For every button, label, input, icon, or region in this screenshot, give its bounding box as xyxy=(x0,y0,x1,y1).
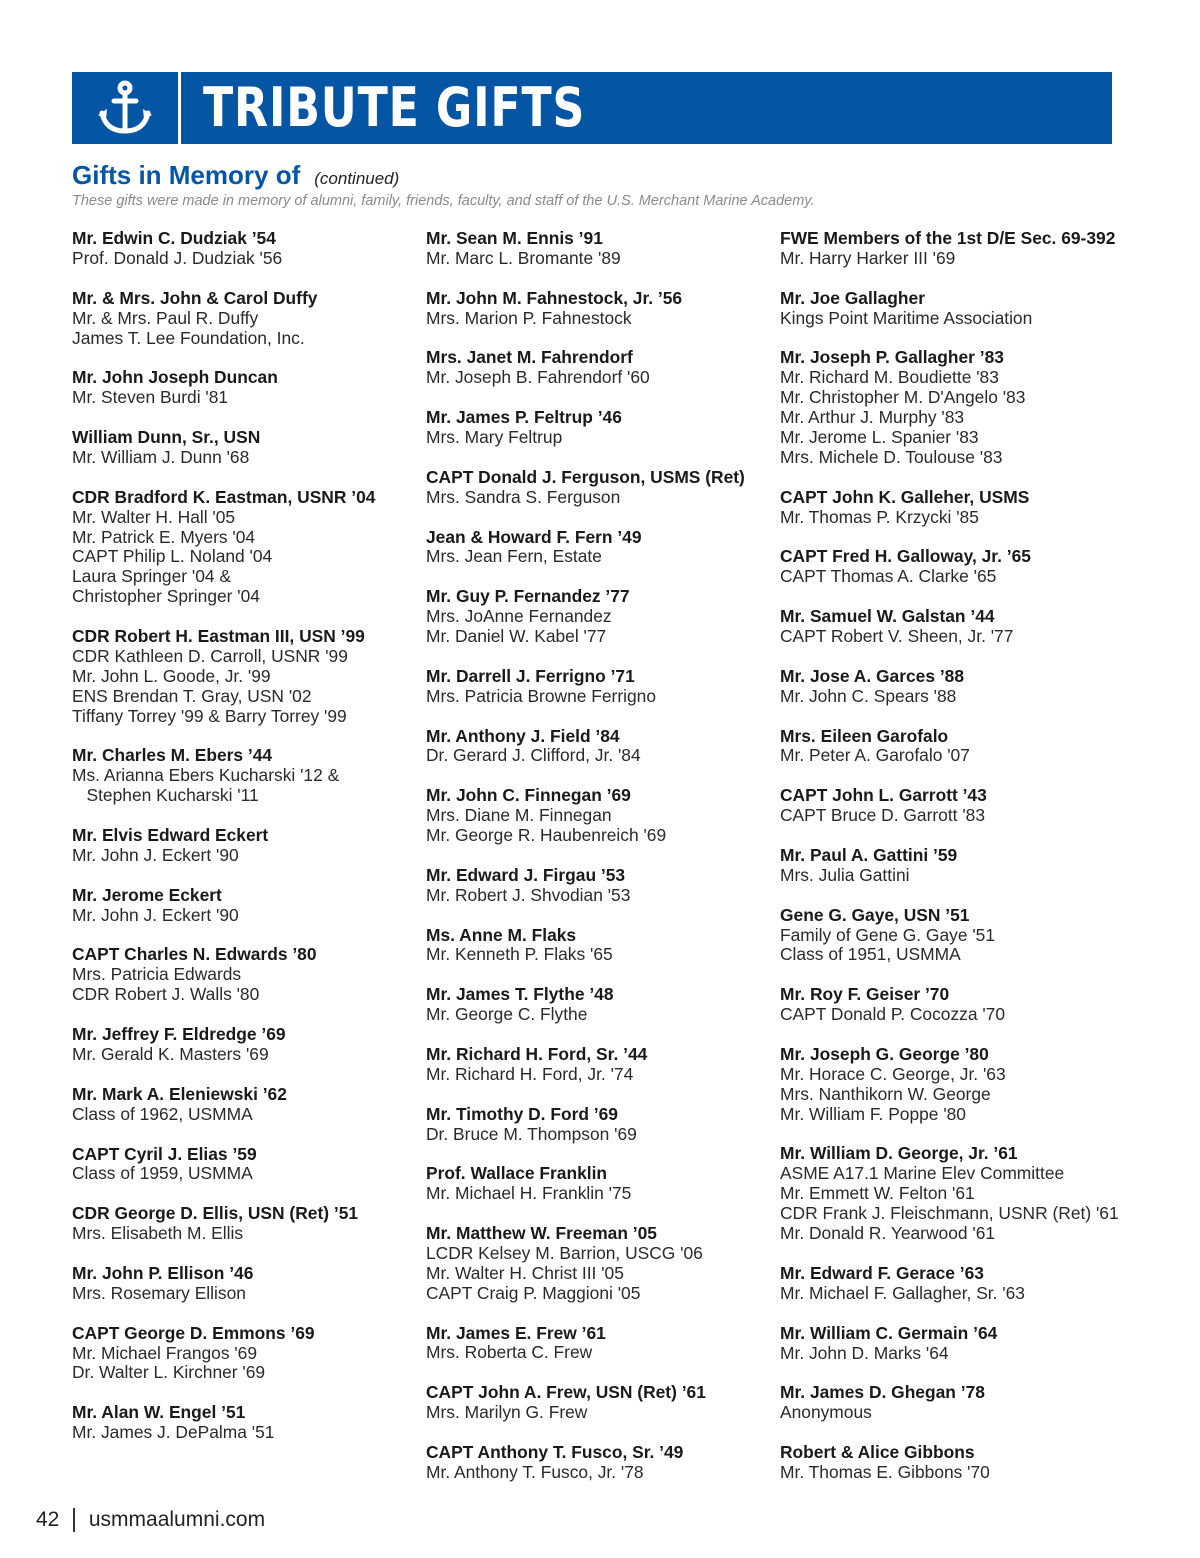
tribute-entry xyxy=(426,926,771,966)
tribute-entry xyxy=(72,1403,417,1443)
honoree-name: William Dunn, Sr., USN xyxy=(72,427,261,448)
tribute-entry xyxy=(780,985,1125,1025)
donor-name: Mr. Joseph B. Fahrendorf '60 xyxy=(426,367,650,388)
honoree-name: Mr. Elvis Edward Eckert xyxy=(72,825,269,846)
honoree-name: Mr. Roy F. Geiser ’70 xyxy=(780,984,950,1005)
honoree-name: Mr. Jerome Eckert xyxy=(72,884,222,905)
honoree-name: Mr. Joseph G. George ’80 xyxy=(780,1043,989,1064)
donor-name: Mrs. Patricia Browne Ferrigno xyxy=(426,685,657,706)
donor-name: Mr. Kenneth P. Flaks '65 xyxy=(426,944,613,965)
tribute-entry xyxy=(780,1443,1125,1483)
tribute-entry xyxy=(780,547,1125,587)
donor-name: Mrs. Diane M. Finnegan xyxy=(426,805,612,826)
donor-name: Dr. Gerard J. Clifford, Jr. '84 xyxy=(426,745,641,766)
section-heading xyxy=(72,160,399,191)
tribute-entry xyxy=(426,985,771,1025)
honoree-name: Prof. Wallace Franklin xyxy=(426,1163,608,1184)
tribute-entry xyxy=(780,289,1125,329)
tribute-entry xyxy=(426,1224,771,1304)
donor-name: Mr. Donald R. Yearwood '61 xyxy=(780,1223,996,1244)
tribute-entry xyxy=(780,906,1125,966)
honoree-name: Mr. Edward J. Firgau ’53 xyxy=(426,864,626,885)
donor-name: Mr. Arthur J. Murphy '83 xyxy=(780,407,965,428)
donor-name: Mr. Gerald K. Masters '69 xyxy=(72,1044,269,1064)
honoree-name: Mr. Alan W. Engel ’51 xyxy=(72,1402,246,1423)
section-title: Gifts in Memory of xyxy=(72,160,301,190)
tribute-entry xyxy=(426,786,771,846)
tribute-entry xyxy=(72,746,417,806)
tribute-entry xyxy=(426,348,771,388)
honoree-name: Gene G. Gaye, USN ’51 xyxy=(780,904,970,925)
donor-name: Mr. Michael Frangos '69 xyxy=(72,1342,258,1363)
donor-name: Mr. William F. Poppe '80 xyxy=(780,1103,966,1124)
donor-name: Mr. Richard H. Ford, Jr. '74 xyxy=(426,1063,634,1084)
tribute-entry xyxy=(780,488,1125,528)
honoree-name: Mr. Richard H. Ford, Sr. ’44 xyxy=(426,1043,648,1064)
donor-name: Mr. Thomas E. Gibbons '70 xyxy=(780,1461,990,1482)
tribute-entry xyxy=(72,945,417,1005)
donor-name: Mrs. Elisabeth M. Ellis xyxy=(72,1223,244,1244)
anchor-icon xyxy=(72,72,178,144)
donor-name: Mr. Daniel W. Kabel '77 xyxy=(426,626,607,647)
donor-name: Mrs. Marilyn G. Frew xyxy=(426,1402,588,1423)
donor-name: Mr. & Mrs. Paul R. Duffy xyxy=(72,307,259,328)
honoree-name: Mr. James D. Ghegan ’78 xyxy=(780,1382,985,1403)
honoree-name: Mr. Joseph P. Gallagher ’83 xyxy=(780,347,1004,368)
honoree-name: CDR Robert H. Eastman III, USN ’99 xyxy=(72,626,365,647)
donor-name: Mrs. JoAnne Fernandez xyxy=(426,606,612,627)
tribute-entry xyxy=(72,826,417,866)
donor-name: Class of 1962, USMMA xyxy=(72,1103,253,1124)
donor-name: Mr. Marc L. Bromante '89 xyxy=(426,247,621,268)
honoree-name: Mr. Sean M. Ennis ’91 xyxy=(426,228,603,248)
donor-name: CDR Frank J. Fleischmann, USNR (Ret) '61 xyxy=(780,1203,1119,1224)
donor-name: Mr. George R. Haubenreich '69 xyxy=(426,825,667,846)
donor-name: Mrs. Sandra S. Ferguson xyxy=(426,486,621,507)
tribute-entry xyxy=(72,289,417,349)
honoree-name: Mr. Jose A. Garces ’88 xyxy=(780,665,964,686)
tribute-entry xyxy=(780,1324,1125,1364)
donor-name: Mrs. Michele D. Toulouse '83 xyxy=(780,446,1003,467)
tribute-entry xyxy=(72,1145,417,1185)
tribute-column-2 xyxy=(426,229,771,1503)
honoree-name: Mr. Samuel W. Galstan ’44 xyxy=(780,606,995,627)
donor-name: Dr. Walter L. Kirchner '69 xyxy=(72,1362,266,1383)
donor-name: Mrs. Patricia Edwards xyxy=(72,964,242,985)
honoree-name: Mr. Darrell J. Ferrigno ’71 xyxy=(426,665,635,686)
donor-name: CAPT Philip L. Noland '04 xyxy=(72,546,273,567)
donor-name: Ms. Arianna Ebers Kucharski '12 & xyxy=(72,765,340,786)
section-description: These gifts were made in memory of alumni, family, friends, faculty, and staff of the U.S. Merchant Marine Academy. xyxy=(72,193,815,209)
tribute-entry xyxy=(426,1383,771,1423)
tribute-entry xyxy=(426,408,771,448)
donor-name: Mrs. Jean Fern, Estate xyxy=(426,546,602,567)
honoree-name: CAPT Cyril J. Elias ’59 xyxy=(72,1143,257,1164)
donor-name: Mr. Horace C. George, Jr. '63 xyxy=(780,1063,1006,1084)
tribute-entry xyxy=(72,1025,417,1065)
tribute-column-1 xyxy=(72,229,417,1463)
tribute-entry xyxy=(780,1264,1125,1304)
donor-name: Mr. John L. Goode, Jr. '99 xyxy=(72,665,271,686)
tribute-entry xyxy=(72,886,417,926)
honoree-name: Jean & Howard F. Fern ’49 xyxy=(426,526,642,547)
donor-name: Mr. John J. Eckert '90 xyxy=(72,904,239,925)
page-footer xyxy=(36,1508,265,1532)
footer-divider xyxy=(73,1508,75,1532)
honoree-name: Mr. Joe Gallagher xyxy=(780,287,925,308)
tribute-entry xyxy=(72,428,417,468)
honoree-name: Mr. James P. Feltrup ’46 xyxy=(426,407,622,428)
honoree-name: Robert & Alice Gibbons xyxy=(780,1442,975,1463)
donor-name: Kings Point Maritime Association xyxy=(780,307,1033,328)
donor-name: CDR Kathleen D. Carroll, USNR '99 xyxy=(72,645,348,666)
tribute-entry xyxy=(780,1045,1125,1125)
donor-name: Mrs. Nanthikorn W. George xyxy=(780,1083,991,1104)
honoree-name: Mr. Edwin C. Dudziak ’54 xyxy=(72,228,276,248)
honoree-name: Mrs. Janet M. Fahrendorf xyxy=(426,347,633,368)
tribute-entry xyxy=(780,667,1125,707)
donor-name: Mr. Richard M. Boudiette '83 xyxy=(780,367,999,388)
tribute-entry xyxy=(780,1144,1125,1244)
honoree-name: CAPT Anthony T. Fusco, Sr. ’49 xyxy=(426,1441,684,1462)
donor-name: CAPT Thomas A. Clarke '65 xyxy=(780,566,997,587)
honoree-name: Mr. Anthony J. Field ’84 xyxy=(426,725,620,746)
section-subtitle: (continued) xyxy=(314,169,400,188)
tribute-entry xyxy=(426,667,771,707)
donor-name: Mrs. Mary Feltrup xyxy=(426,427,563,448)
tribute-entry xyxy=(72,1324,417,1384)
honoree-name: CAPT George D. Emmons ’69 xyxy=(72,1322,315,1343)
tribute-entry xyxy=(426,229,771,269)
tribute-entry xyxy=(780,1383,1125,1423)
honoree-name: Mr. Charles M. Ebers ’44 xyxy=(72,745,273,766)
page-title: TRIBUTE GIFTS xyxy=(203,76,586,139)
donor-name: Mr. Michael H. Franklin '75 xyxy=(426,1183,632,1204)
donor-name: James T. Lee Foundation, Inc. xyxy=(72,327,305,348)
tribute-entry xyxy=(426,727,771,767)
tribute-entry xyxy=(780,607,1125,647)
tribute-entry xyxy=(426,468,771,508)
donor-name: Mr. John C. Spears '88 xyxy=(780,685,957,706)
donor-name: Class of 1951, USMMA xyxy=(780,944,961,965)
donor-name: Mr. Walter H. Christ III '05 xyxy=(426,1262,624,1283)
honoree-name: Mr. William C. Germain ’64 xyxy=(780,1322,998,1343)
tribute-entry xyxy=(72,1204,417,1244)
donor-name: CAPT Robert V. Sheen, Jr. '77 xyxy=(780,626,1014,647)
donor-name: Stephen Kucharski '11 xyxy=(72,785,259,806)
donor-name: Anonymous xyxy=(780,1402,872,1423)
honoree-name: Mr. Paul A. Gattini ’59 xyxy=(780,844,958,865)
banner-divider xyxy=(178,72,181,144)
tribute-entry xyxy=(426,1164,771,1204)
honoree-name: Mr. & Mrs. John & Carol Duffy xyxy=(72,287,318,308)
tribute-entry xyxy=(72,1085,417,1125)
donor-name: Mrs. Rosemary Ellison xyxy=(72,1282,246,1303)
honoree-name: CDR George D. Ellis, USN (Ret) ’51 xyxy=(72,1203,359,1224)
donor-name: Mr. Jerome L. Spanier '83 xyxy=(780,427,979,448)
donor-name: Mr. Steven Burdi '81 xyxy=(72,387,229,408)
honoree-name: Mr. Matthew W. Freeman ’05 xyxy=(426,1223,657,1244)
honoree-name: CDR Bradford K. Eastman, USNR ’04 xyxy=(72,486,376,507)
tribute-entry xyxy=(780,846,1125,886)
donor-name: Class of 1959, USMMA xyxy=(72,1163,253,1184)
tribute-entry xyxy=(72,368,417,408)
tribute-entry xyxy=(780,786,1125,826)
honoree-name: Ms. Anne M. Flaks xyxy=(426,924,577,945)
tribute-entry xyxy=(426,289,771,329)
honoree-name: Mr. John Joseph Duncan xyxy=(72,367,278,388)
tribute-entry xyxy=(780,727,1125,767)
donor-name: Mr. John D. Marks '64 xyxy=(780,1342,949,1363)
donor-name: CAPT Donald P. Cocozza '70 xyxy=(780,1004,1006,1025)
site-link[interactable]: usmmaalumni.com xyxy=(88,1508,266,1531)
tribute-entry xyxy=(426,1324,771,1364)
donor-name: Mrs. Julia Gattini xyxy=(780,864,910,885)
donor-name: Mr. Peter A. Garofalo '07 xyxy=(780,745,970,766)
donor-name: Mr. Harry Harker III '69 xyxy=(780,247,956,268)
tribute-entry xyxy=(780,229,1125,269)
honoree-name: CAPT Donald J. Ferguson, USMS (Ret) xyxy=(426,466,745,487)
honoree-name: CAPT Charles N. Edwards ’80 xyxy=(72,944,317,965)
donor-name: Christopher Springer '04 xyxy=(72,586,260,607)
header-banner xyxy=(72,72,1112,144)
donor-name: LCDR Kelsey M. Barrion, USCG '06 xyxy=(426,1242,703,1263)
tribute-entry xyxy=(72,229,417,269)
tribute-column-3 xyxy=(780,229,1125,1503)
donor-name: Mr. Emmett W. Felton '61 xyxy=(780,1183,975,1204)
donor-name: ENS Brendan T. Gray, USN '02 xyxy=(72,685,312,706)
donor-name: Mr. Patrick E. Myers '04 xyxy=(72,526,256,547)
donor-name: Mr. John J. Eckert '90 xyxy=(72,844,239,865)
honoree-name: Mr. James E. Frew ’61 xyxy=(426,1322,606,1343)
honoree-name: Mr. William D. George, Jr. ’61 xyxy=(780,1143,1018,1164)
tribute-entry xyxy=(426,528,771,568)
donor-name: ASME A17.1 Marine Elev Committee xyxy=(780,1163,1065,1184)
honoree-name: CAPT John A. Frew, USN (Ret) ’61 xyxy=(426,1382,706,1403)
donor-name: Mr. George C. Flythe xyxy=(426,1004,588,1025)
donor-name: Mr. Christopher M. D'Angelo '83 xyxy=(780,387,1026,408)
tribute-entry xyxy=(72,1264,417,1304)
donor-name: Mr. Anthony T. Fusco, Jr. '78 xyxy=(426,1461,644,1482)
donor-name: Mrs. Roberta C. Frew xyxy=(426,1342,593,1363)
honoree-name: CAPT John K. Galleher, USMS xyxy=(780,486,1030,507)
honoree-name: Mr. Jeffrey F. Eldredge ’69 xyxy=(72,1024,286,1045)
donor-name: Laura Springer '04 & xyxy=(72,566,231,587)
honoree-name: Mr. John M. Fahnestock, Jr. ’56 xyxy=(426,287,683,308)
donor-name: Dr. Bruce M. Thompson '69 xyxy=(426,1123,637,1144)
donor-name: Mr. Thomas P. Krzycki '85 xyxy=(780,506,979,527)
donor-name: Tiffany Torrey '99 & Barry Torrey '99 xyxy=(72,705,347,726)
tribute-entry xyxy=(426,1045,771,1085)
honoree-name: Mr. James T. Flythe ’48 xyxy=(426,984,614,1005)
donor-name: Mr. William J. Dunn '68 xyxy=(72,446,250,467)
honoree-name: CAPT Fred H. Galloway, Jr. ’65 xyxy=(780,546,1031,567)
donor-name: Prof. Donald J. Dudziak '56 xyxy=(72,247,283,268)
honoree-name: Mr. Guy P. Fernandez ’77 xyxy=(426,586,630,607)
honoree-name: Mr. Timothy D. Ford ’69 xyxy=(426,1103,618,1124)
honoree-name: Mr. John C. Finnegan ’69 xyxy=(426,785,631,806)
donor-name: Mr. Michael F. Gallagher, Sr. '63 xyxy=(780,1282,1025,1303)
donor-name: Mr. James J. DePalma '51 xyxy=(72,1422,275,1443)
donor-name: CDR Robert J. Walls '80 xyxy=(72,984,260,1005)
honoree-name: Mr. Edward F. Gerace ’63 xyxy=(780,1262,984,1283)
tribute-entry xyxy=(72,488,417,607)
donor-name: Mr. Walter H. Hall '05 xyxy=(72,506,236,527)
honoree-name: Mr. John P. Ellison ’46 xyxy=(72,1262,254,1283)
donor-name: Mrs. Marion P. Fahnestock xyxy=(426,307,632,328)
donor-name: CAPT Craig P. Maggioni '05 xyxy=(426,1282,641,1303)
honoree-name: Mr. Mark A. Eleniewski ’62 xyxy=(72,1083,287,1104)
tribute-entry xyxy=(426,587,771,647)
page-number: 42 xyxy=(36,1508,60,1531)
tribute-entry xyxy=(72,627,417,727)
honoree-name: CAPT John L. Garrott ’43 xyxy=(780,785,987,806)
honoree-name: FWE Members of the 1st D/E Sec. 69-392 xyxy=(780,228,1116,248)
donor-name: CAPT Bruce D. Garrott '83 xyxy=(780,805,985,826)
tribute-entry xyxy=(426,1105,771,1145)
tribute-entry xyxy=(426,1443,771,1483)
donor-name: Mr. Robert J. Shvodian '53 xyxy=(426,884,631,905)
donor-name: Family of Gene G. Gaye '51 xyxy=(780,924,995,945)
honoree-name: Mrs. Eileen Garofalo xyxy=(780,725,949,746)
tribute-entry xyxy=(426,866,771,906)
tribute-entry xyxy=(780,348,1125,467)
